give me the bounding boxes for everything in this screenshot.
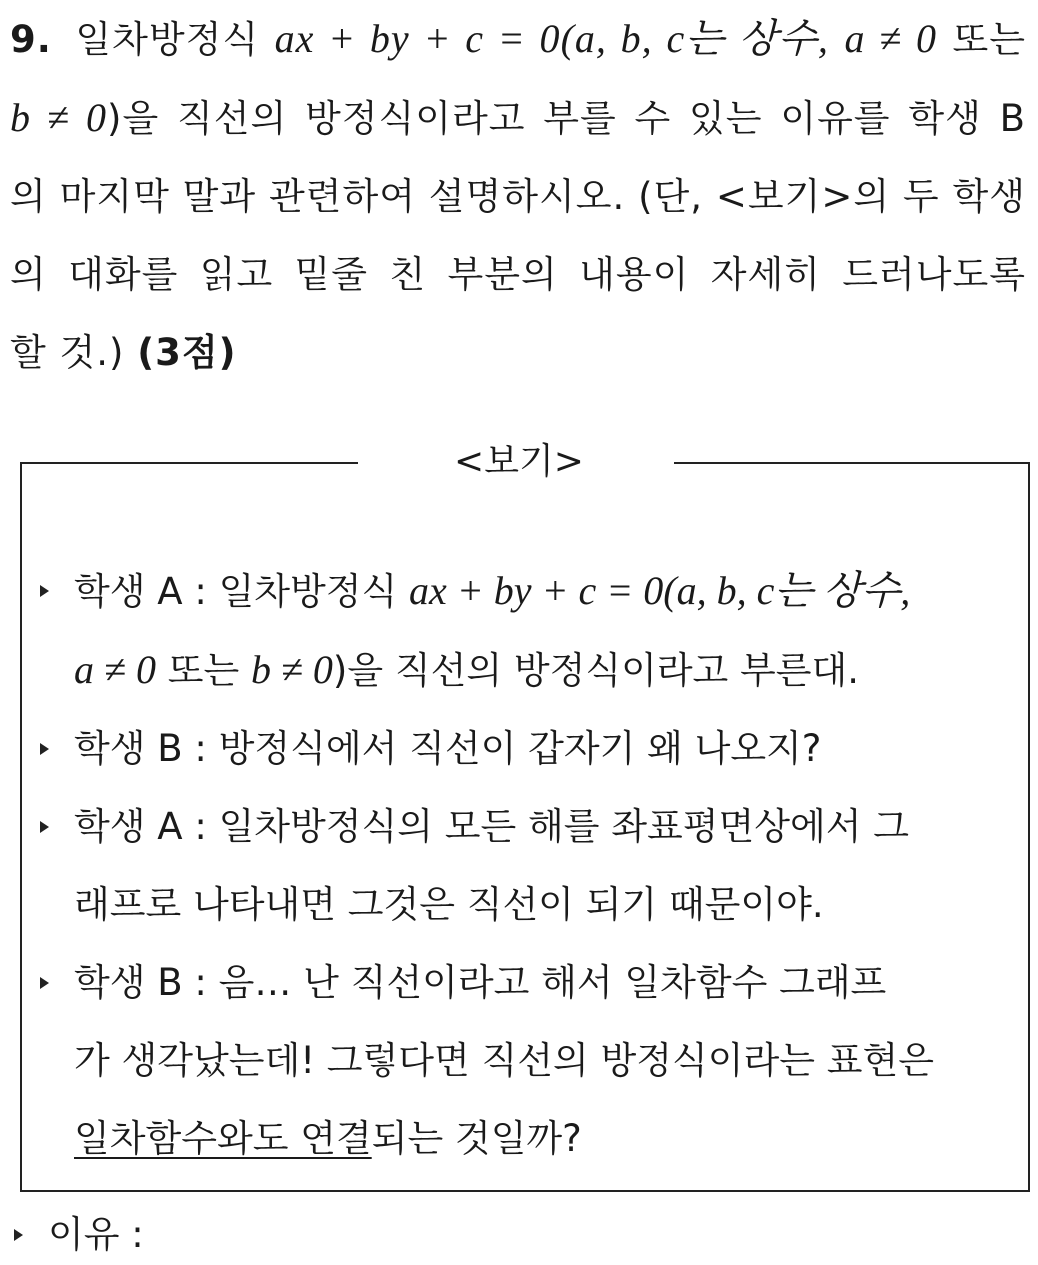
dialogue-text: 일차방정식의 모든 해를 좌표평면상에서 그 [218,805,909,848]
condition-a: a ≠ 0 [844,16,937,61]
constants-note: (a, b, c는 상수, [560,16,829,61]
bullet-icon [40,743,49,755]
bullet-icon [14,1229,23,1241]
dialogue-item [40,552,1010,710]
question-line-5 [10,314,1026,392]
question-number: 9. [10,18,52,61]
question-text: )을 직선의 방정식이라고 부를 수 있는 이유를 학생 B [107,97,1027,140]
question-text: 일차방정식 [75,18,260,61]
question-line-2 [10,79,1026,158]
equation: ax + by + c = 0 [274,16,561,61]
speaker-label: 학생 A : [74,570,207,613]
speaker-label: 학생 B : [74,961,207,1004]
question-text: 할 것.) [10,331,125,374]
dialogue-item [40,710,1010,788]
condition-b: b ≠ 0 [250,647,333,692]
dialogue-text: 래프로 나타내면 그것은 직선이 되기 때문이야. [74,883,824,926]
underlined-phrase: 일차함수와도 연결 [74,1117,372,1160]
dialogue-list [40,552,1010,1178]
answer-label: 이유 : [48,1213,144,1256]
dialogue-item [40,788,1010,944]
question-line-4: 의 대화를 읽고 밑줄 친 부분의 내용이 자세히 드러나도록 [10,253,1026,296]
dialogue-text: 일차방정식 [218,570,398,613]
dialogue-text: 방정식에서 직선이 갑자기 왜 나오지? [218,727,822,770]
dialogue-text: )을 직선의 방정식이라고 부른대. [332,649,860,692]
dialogue-text: 음… 난 직선이라고 해서 일차함수 그래프 [218,961,887,1004]
dialogue-text: 되는 것일까? [371,1117,582,1160]
points-label: (3점) [137,331,237,374]
speaker-label: 학생 B : [74,727,207,770]
dialogue-item [40,944,1010,1178]
speaker-label: 학생 A : [74,805,207,848]
dialogue-text: 가 생각났는데! 그렇다면 직선의 방정식이라는 표현은 [74,1039,934,1082]
condition-a: a ≠ 0 [74,647,156,692]
question-text: 또는 [952,18,1026,61]
question-line-1 [10,0,1026,79]
bullet-icon [40,585,49,597]
answer-line [14,1205,144,1265]
bullet-icon [40,821,49,833]
example-box-title: <보기> [432,440,606,484]
constants-note: (a, b, c는 상수, [663,568,911,613]
question-block [10,0,1026,392]
condition-b: b ≠ 0 [10,95,108,140]
question-line-3: 의 마지막 말과 관련하여 설명하시오. (단, <보기>의 두 학생 [10,175,1026,218]
dialogue-text: 또는 [167,649,240,692]
equation: ax + by + c = 0 [409,568,664,613]
bullet-icon [40,977,49,989]
